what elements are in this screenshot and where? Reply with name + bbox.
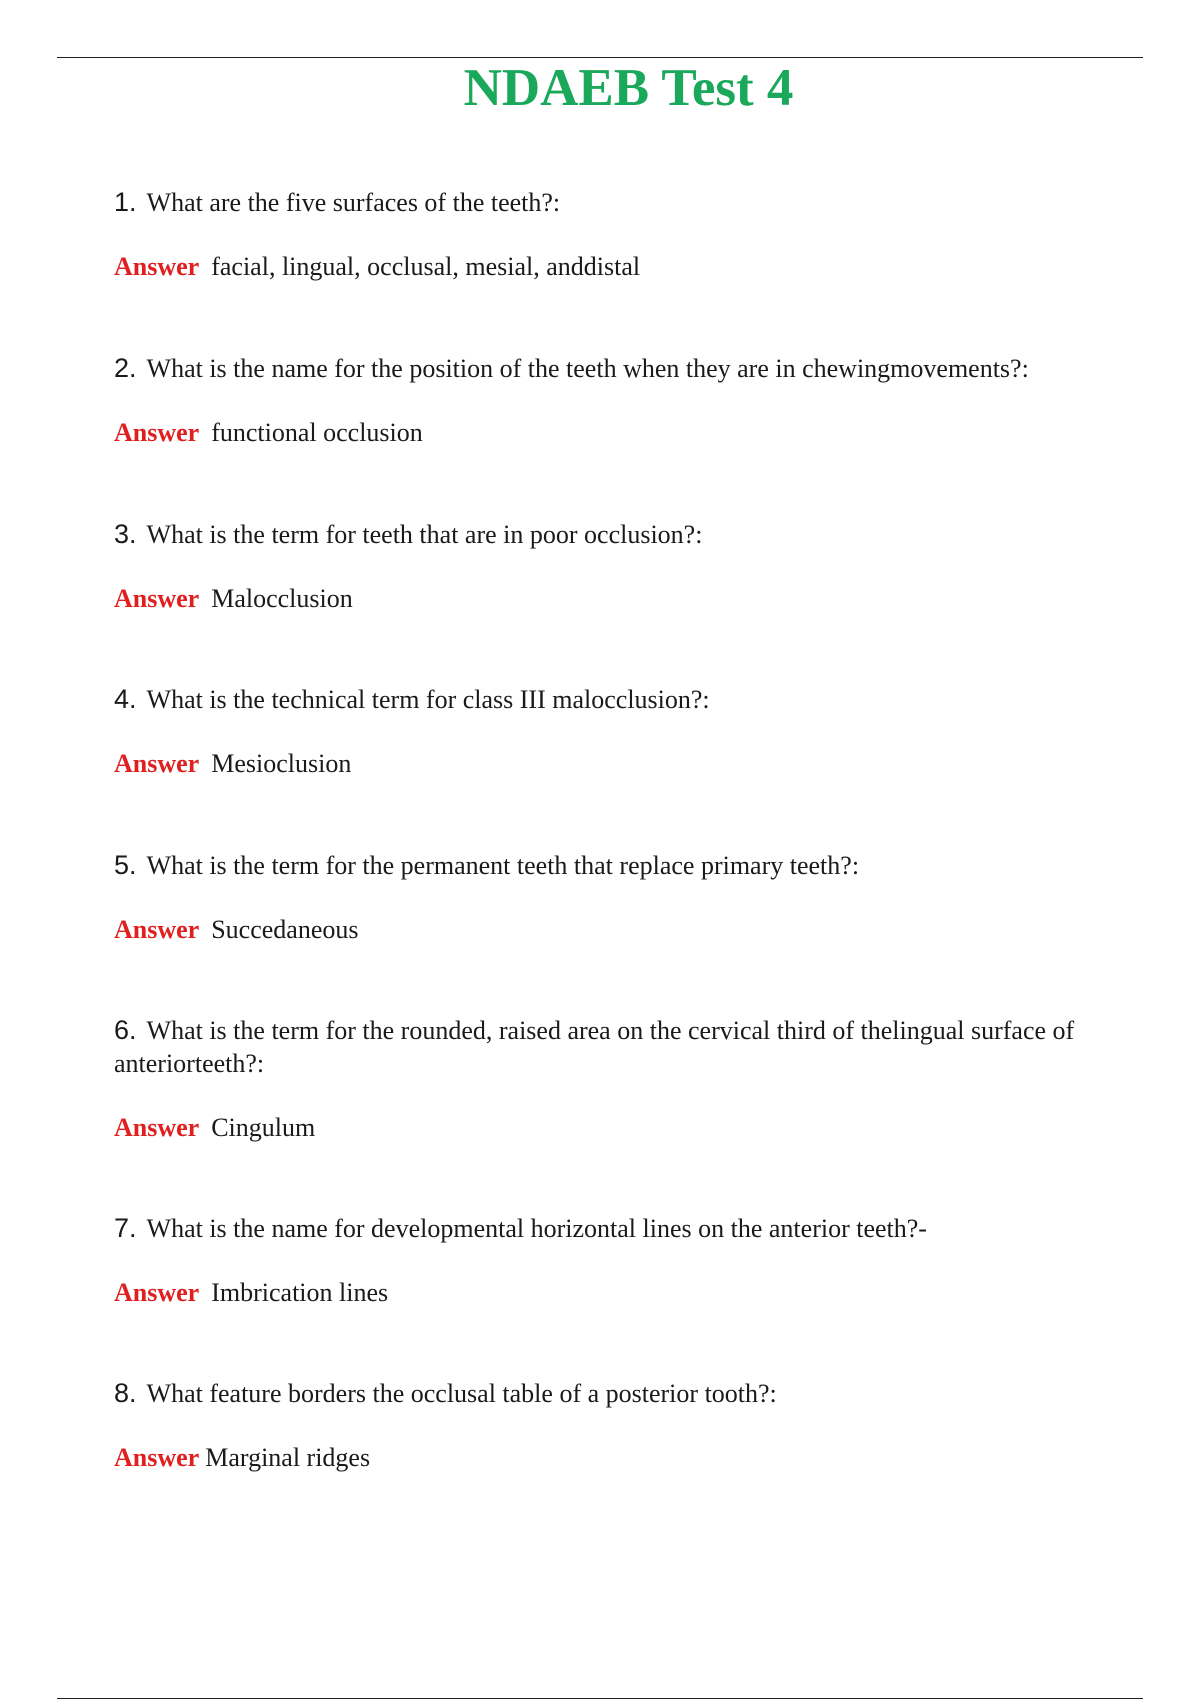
- question-text: What is the technical term for class III malocclusion?:: [146, 685, 710, 714]
- answer-8: [114, 1441, 1130, 1474]
- question-number: 8.: [114, 1378, 137, 1408]
- answer-label: Answer: [114, 252, 200, 281]
- question-number: 2.: [114, 353, 137, 383]
- question-6: [114, 1014, 1130, 1080]
- qa-item-4: [114, 683, 1130, 780]
- question-text: What is the name for the position of the teeth when they are in chewingmovements?:: [146, 354, 1029, 383]
- qa-item-8: [114, 1377, 1130, 1474]
- qa-item-7: [114, 1212, 1130, 1309]
- question-4: [114, 683, 1130, 716]
- answer-label: Answer: [114, 418, 200, 447]
- answer-text: Imbrication lines: [211, 1278, 389, 1307]
- answer-label: Answer: [114, 749, 200, 778]
- answer-2: [114, 416, 1130, 449]
- answer-6: [114, 1111, 1130, 1144]
- question-7: [114, 1212, 1130, 1245]
- question-1: [114, 186, 1130, 219]
- qa-item-5: [114, 849, 1130, 946]
- qa-item-2: [114, 352, 1130, 449]
- question-5: [114, 849, 1130, 882]
- qa-item-1: [114, 186, 1130, 283]
- question-2: [114, 352, 1130, 385]
- question-8: [114, 1377, 1130, 1410]
- answer-text: Malocclusion: [211, 584, 353, 613]
- question-number: 6.: [114, 1015, 137, 1045]
- answer-3: [114, 582, 1130, 615]
- answer-label: Answer: [114, 1278, 200, 1307]
- answer-1: [114, 250, 1130, 283]
- answer-label: Answer: [114, 915, 200, 944]
- question-text: What is the term for the permanent teeth that replace primary teeth?:: [146, 851, 860, 880]
- qa-item-3: [114, 518, 1130, 615]
- answer-text: Cingulum: [211, 1113, 316, 1142]
- answer-label: Answer: [114, 1113, 200, 1142]
- question-text: What is the term for teeth that are in poor occlusion?:: [146, 520, 703, 549]
- answer-5: [114, 913, 1130, 946]
- qa-item-6: [114, 1014, 1130, 1144]
- answer-text: Marginal ridges: [205, 1443, 371, 1472]
- answer-text: Mesioclusion: [211, 749, 352, 778]
- question-text: What is the name for developmental horizontal lines on the anterior teeth?-: [146, 1214, 927, 1243]
- question-text: What is the term for the rounded, raised area on the cervical third of thelingual surface of anteriorteeth?:: [114, 1016, 1075, 1078]
- question-number: 3.: [114, 519, 137, 549]
- bottom-rule: [57, 1698, 1143, 1699]
- answer-text: functional occlusion: [211, 418, 423, 447]
- answer-label: Answer: [114, 584, 200, 613]
- question-text: What are the five surfaces of the teeth?:: [146, 188, 561, 217]
- question-number: 7.: [114, 1213, 137, 1243]
- answer-4: [114, 747, 1130, 780]
- question-number: 1.: [114, 187, 137, 217]
- answer-text: Succedaneous: [211, 915, 359, 944]
- question-number: 4.: [114, 684, 137, 714]
- question-text: What feature borders the occlusal table of a posterior tooth?:: [146, 1379, 777, 1408]
- answer-text: facial, lingual, occlusal, mesial, anddistal: [211, 252, 641, 281]
- question-number: 5.: [114, 850, 137, 880]
- page-title: NDAEB Test 4: [463, 59, 794, 117]
- question-3: [114, 518, 1130, 551]
- answer-7: [114, 1276, 1130, 1309]
- answer-label: Answer: [114, 1443, 200, 1472]
